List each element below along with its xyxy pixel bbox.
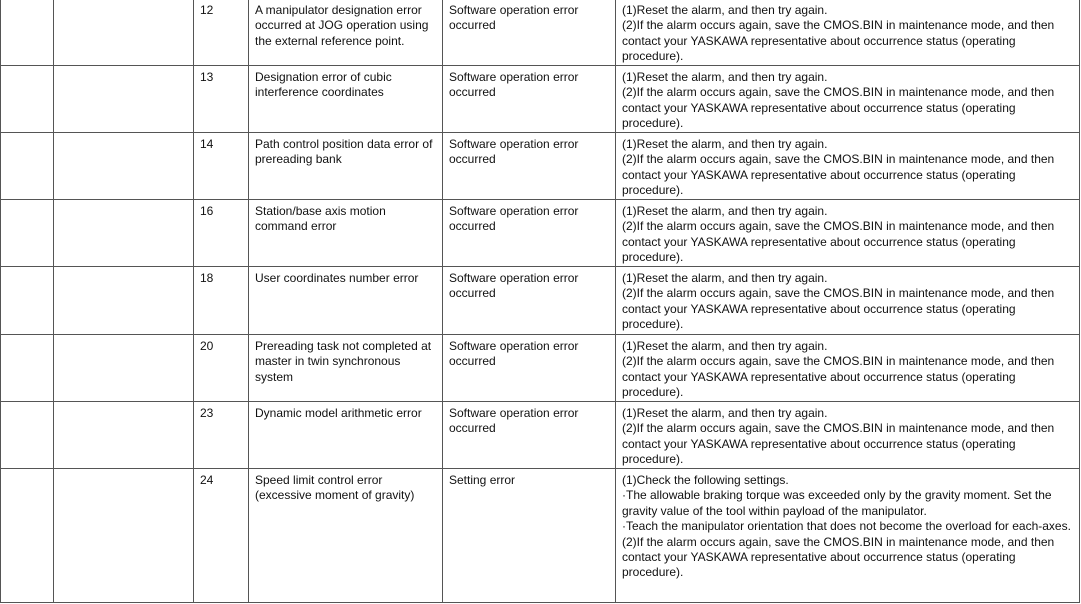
remedy-line: (1)Reset the alarm, and then try again. (622, 271, 828, 285)
alarm-remedy-cell (616, 200, 1080, 267)
empty-cell (1, 0, 54, 66)
alarm-remedy-cell (616, 66, 1080, 133)
empty-cell (54, 0, 194, 66)
remedy-line: (2)If the alarm occurs again, save the CMOS.BIN in maintenance mode, and then contact your YASKAWA representative about occurrence status (operating procedure). (622, 219, 1058, 265)
alarm-message-cell: Station/base axis motion command error (249, 200, 443, 267)
alarm-remedy-cell (616, 0, 1080, 66)
alarm-cause-cell: Software operation error occurred (443, 66, 616, 133)
remedy-line: (1)Reset the alarm, and then try again. (622, 3, 828, 17)
alarm-code-cell: 24 (194, 469, 249, 603)
remedy-line: (2)If the alarm occurs again, save the CMOS.BIN in maintenance mode, and then contact your YASKAWA representative about occurrence status (operating procedure). (622, 286, 1058, 332)
empty-cell (1, 402, 54, 469)
remedy-line: (2)If the alarm occurs again, save the CMOS.BIN in maintenance mode, and then contact your YASKAWA representative about occurrence status (operating procedure). (622, 354, 1058, 400)
table-row (1, 267, 1080, 335)
empty-cell (1, 66, 54, 133)
empty-cell (54, 200, 194, 267)
table-row (1, 0, 1080, 66)
alarm-cause-cell: Software operation error occurred (443, 402, 616, 469)
alarm-table-body (1, 0, 1080, 603)
table-row (1, 469, 1080, 603)
remedy-line: (2)If the alarm occurs again, save the CMOS.BIN in maintenance mode, and then contact your YASKAWA representative about occurrence status (operating procedure). (622, 18, 1058, 64)
alarm-code-cell: 13 (194, 66, 249, 133)
alarm-code-cell: 12 (194, 0, 249, 66)
empty-cell (54, 133, 194, 200)
alarm-cause-cell: Setting error (443, 469, 616, 603)
empty-cell (54, 335, 194, 402)
remedy-line: (1)Reset the alarm, and then try again. (622, 204, 828, 218)
alarm-cause-cell: Software operation error occurred (443, 200, 616, 267)
empty-cell (1, 133, 54, 200)
remedy-line: (1)Reset the alarm, and then try again. (622, 339, 828, 353)
empty-cell (54, 402, 194, 469)
empty-cell (1, 469, 54, 603)
empty-cell (54, 469, 194, 603)
table-row (1, 133, 1080, 200)
empty-cell (1, 335, 54, 402)
remedy-line: (1)Reset the alarm, and then try again. (622, 70, 828, 84)
alarm-message-cell: Path control position data error of prereading bank (249, 133, 443, 200)
table-row (1, 200, 1080, 267)
alarm-code-cell: 14 (194, 133, 249, 200)
alarm-code-cell: 23 (194, 402, 249, 469)
empty-cell (54, 267, 194, 335)
alarm-code-cell: 16 (194, 200, 249, 267)
alarm-code-cell: 20 (194, 335, 249, 402)
alarm-message-cell: Dynamic model arithmetic error (249, 402, 443, 469)
empty-cell (1, 200, 54, 267)
alarm-remedy-cell (616, 402, 1080, 469)
alarm-message-cell: Designation error of cubic interference coordinates (249, 66, 443, 133)
alarm-message-cell: Prereading task not completed at master in twin synchronous system (249, 335, 443, 402)
table-row (1, 335, 1080, 402)
alarm-remedy-cell (616, 335, 1080, 402)
alarm-message-cell: A manipulator designation error occurred at JOG operation using the external reference point. (249, 0, 443, 66)
alarm-cause-cell: Software operation error occurred (443, 0, 616, 66)
alarm-code-cell: 18 (194, 267, 249, 335)
table-row (1, 66, 1080, 133)
alarm-message-cell: Speed limit control error (excessive moment of gravity) (249, 469, 443, 603)
remedy-line: ·The allowable braking torque was exceeded only by the gravity moment. Set the gravity value of the tool within payload of the manipulator. (622, 488, 1055, 518)
remedy-line: (2)If the alarm occurs again, save the CMOS.BIN in maintenance mode, and then contact your YASKAWA representative about occurrence status (operating procedure). (622, 85, 1058, 131)
alarm-remedy-cell (616, 133, 1080, 200)
remedy-line: ·Teach the manipulator orientation that does not become the overload for each-axes. (622, 519, 1071, 534)
empty-cell (54, 66, 194, 133)
remedy-line: (1)Check the following settings. (622, 473, 789, 487)
remedy-line: (2)If the alarm occurs again, save the CMOS.BIN in maintenance mode, and then contact your YASKAWA representative about occurrence status (operating procedure). (622, 152, 1058, 198)
remedy-line: (1)Reset the alarm, and then try again. (622, 406, 828, 420)
alarm-cause-cell: Software operation error occurred (443, 335, 616, 402)
remedy-line: (2)If the alarm occurs again, save the CMOS.BIN in maintenance mode, and then contact your YASKAWA representative about occurrence status (operating procedure). (622, 421, 1058, 467)
alarm-cause-cell: Software operation error occurred (443, 133, 616, 200)
alarm-message-cell: User coordinates number error (249, 267, 443, 335)
alarm-remedy-cell (616, 469, 1080, 603)
alarm-remedy-cell (616, 267, 1080, 335)
remedy-line: (2)If the alarm occurs again, save the CMOS.BIN in maintenance mode, and then contact your YASKAWA representative about occurrence status (operating procedure). (622, 534, 1058, 580)
table-row (1, 402, 1080, 469)
empty-cell (1, 267, 54, 335)
alarm-cause-cell: Software operation error occurred (443, 267, 616, 335)
remedy-line: (1)Reset the alarm, and then try again. (622, 137, 828, 151)
